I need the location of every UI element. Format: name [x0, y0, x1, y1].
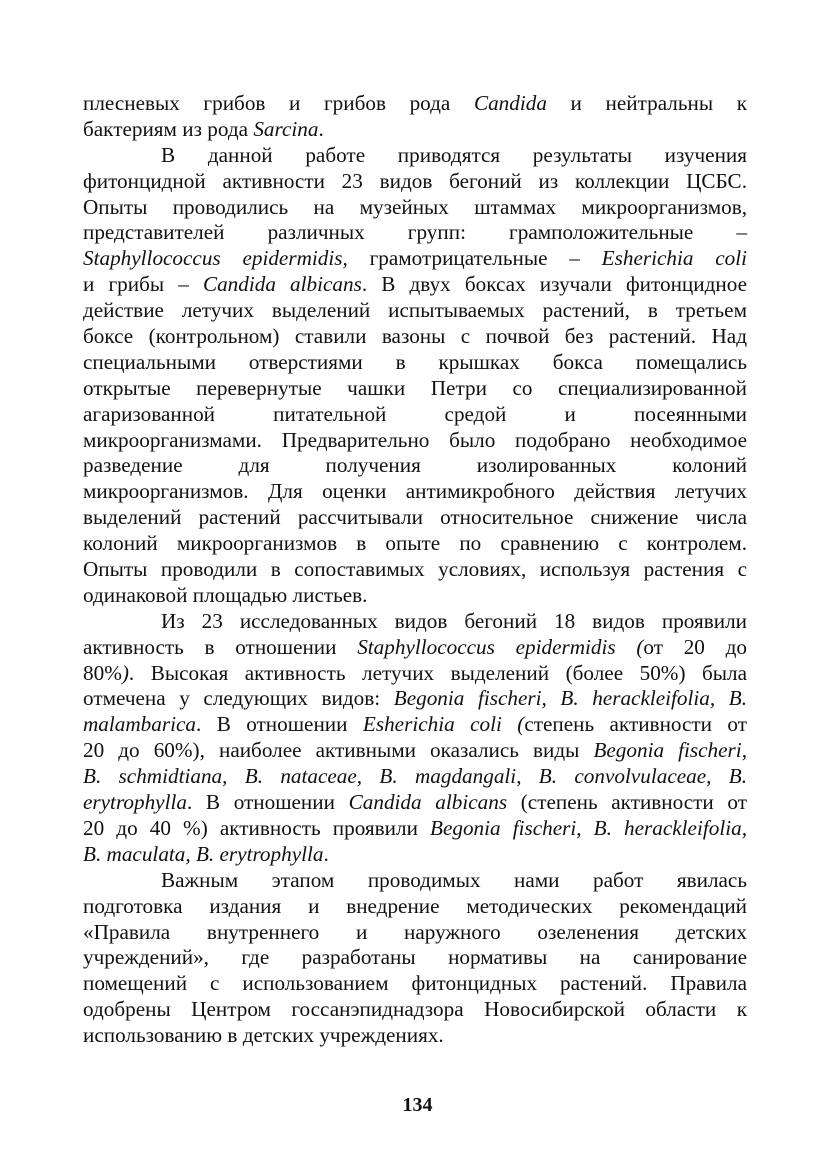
page-number: 134	[402, 1094, 433, 1116]
italic-term: )	[121, 660, 129, 685]
italic-term: Sarcina	[253, 116, 319, 141]
text-line: использованию в детских учреждениях.	[83, 1023, 444, 1048]
italic-term: Begonia fischeri, B. herackleifolia,	[430, 815, 747, 840]
text-line: Опыты проводились на музейных штаммах микроорганизмов,	[83, 194, 747, 219]
text-line: разведение для получения изолированных колоний	[83, 453, 747, 478]
text-line: 20 до 60%), наиболее активными оказались виды Begonia fischeri,	[83, 738, 747, 763]
text-line: открытые перевернутые чашки Петри со специализированной	[83, 375, 747, 400]
text-line: 20 до 40 %) активность проявили Begonia fischeri, B. herackleifolia,	[83, 815, 747, 840]
italic-term: Esherichia coli (	[362, 712, 525, 737]
text-line: В данной работе приводятся результаты изучения	[161, 142, 747, 167]
text-line: боксе (контрольном) ставили вазоны с почвой без растений. Над	[83, 324, 747, 349]
italic-term: Begonia fischeri,	[593, 738, 747, 763]
text-line: специальными отверстиями в крышках бокса помещались	[83, 349, 747, 374]
text-line: колоний микроорганизмов в опыте по сравнению с контролем.	[83, 531, 747, 556]
text-line: микроорганизмами. Предварительно было подобрано необходимое	[83, 427, 747, 452]
italic-term: Begonia fischeri, B. herackleifolia, B.	[393, 686, 747, 711]
italic-term: Candida albicans	[202, 272, 362, 297]
text-line: выделений растений рассчитывали относительное снижение числа	[83, 505, 747, 530]
paragraph-1	[83, 91, 747, 143]
text-line	[83, 764, 747, 790]
paragraph-3	[83, 609, 747, 868]
italic-term: B. maculata, B. erytrophylla	[83, 841, 324, 866]
text-line: представителей различных групп: грамположительные –	[83, 220, 747, 245]
text-line: помещений с использованием фитонцидных растений. Правила	[83, 971, 747, 996]
text-line: Опыты проводили в сопоставимых условиях, используя растения с	[83, 557, 747, 582]
italic-term: B. schmidtiana, B. nataceae, B. magdangali, B. convolvulaceae, B.	[83, 764, 747, 789]
text-line: Из 23 исследованных видов бегоний 18 видов проявили	[161, 608, 747, 633]
text-line: бактериям из рода Sarcina.	[83, 116, 324, 141]
text-line: «Правила внутреннего и наружного озеленения детских	[83, 919, 747, 944]
paragraph-2	[83, 143, 747, 609]
text-line: микроорганизмов. Для оценки антимикробного действия летучих	[83, 479, 747, 504]
text-line: плесневых грибов и грибов рода Candida и нейтральны к	[83, 91, 747, 115]
text-line: учреждений», где разработаны нормативы на санирование	[83, 945, 747, 970]
text-line: и грибы – Candida albicans. В двух боксах изучали фитонцидное	[83, 272, 747, 297]
text-line: malambarica. В отношении Esherichia coli (степень активности от	[83, 712, 748, 737]
text-line: Важным этапом проводимых нами работ явилась	[161, 867, 747, 892]
italic-term: Esherichia coli	[601, 246, 747, 271]
text-line: erytrophylla. В отношении Candida albicans (степень активности от	[83, 790, 747, 815]
italic-term: Candida albicans	[348, 790, 508, 815]
italic-term: Staphyllococcus epidermidis (	[357, 634, 644, 659]
text-line: 80%). Высокая активность летучих выделений (более 50%) была	[83, 660, 747, 685]
text-line: фитонцидной активности 23 видов бегоний из коллекции ЦСБС.	[83, 168, 747, 193]
italic-term: malambarica	[83, 712, 196, 737]
body-text	[83, 91, 747, 1049]
text-line: подготовка издания и внедрение методических рекомендаций	[83, 893, 747, 918]
text-line: Staphyllococcus epidermidis, грамотрицательные – Esherichia coli	[83, 246, 747, 271]
text-line: одобрены Центром госсанэпиднадзора Новосибирской области к	[83, 997, 747, 1022]
italic-term: erytrophylla	[83, 790, 187, 815]
italic-term: Candida	[473, 91, 547, 115]
text-line: одинаковой площадью листьев.	[83, 582, 368, 607]
text-line: агаризованной питательной средой и посеянными	[83, 401, 747, 426]
text-line: действие летучих выделений испытываемых растений, в третьем	[83, 298, 747, 323]
text-line: B. maculata, B. erytrophylla.	[83, 841, 329, 866]
paragraph-4	[83, 868, 747, 1049]
text-line: активность в отношении Staphyllococcus epidermidis (от 20 до	[83, 634, 747, 659]
italic-term: Staphyllococcus epidermidis,	[83, 246, 348, 271]
text-line: отмечена у следующих видов: Begonia fischeri, B. herackleifolia, B.	[83, 686, 747, 711]
